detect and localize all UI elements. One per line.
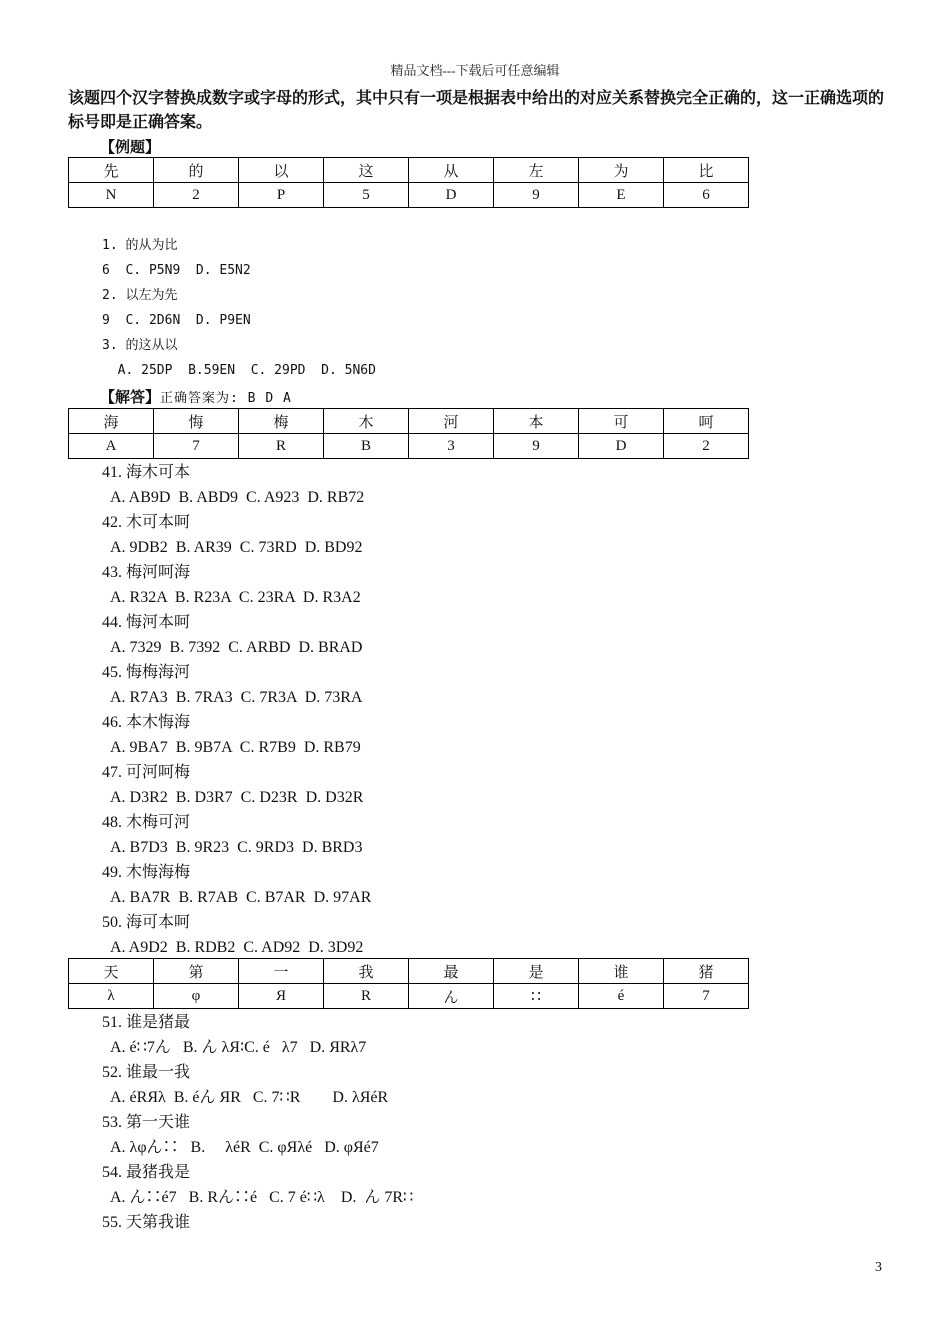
table-cell: 本: [494, 409, 579, 434]
question-options: A. 7329 B. 7392 C. ARBD D. BRAD: [110, 639, 363, 656]
question-text: 44. 悔河本呵: [102, 614, 191, 631]
question-options: A. ん∷é7 B. Rん∷é C. 7 é∷λ D. ん 7R∷: [110, 1189, 414, 1206]
mapping-table-1: [68, 408, 749, 459]
example-line: 1. 的从为比: [102, 238, 178, 253]
table-cell: 为: [579, 158, 664, 183]
question-text: 43. 梅河呵海: [102, 564, 191, 581]
table-cell: D: [409, 183, 494, 208]
example-table: [68, 157, 749, 208]
table-cell: 这: [324, 158, 409, 183]
table-cell: 7: [664, 984, 749, 1009]
table-cell: ∷: [494, 984, 579, 1009]
table-row: [69, 183, 749, 208]
question-options: A. 9DB2 B. AR39 C. 73RD D. BD92: [110, 539, 363, 556]
question-text: 41. 海木可本: [102, 464, 191, 481]
header-note: 精品文档---下载后可任意编辑: [390, 63, 560, 78]
question-text: 47. 可河呵梅: [102, 764, 191, 781]
table-cell: 木: [324, 409, 409, 434]
table-cell: 是: [494, 959, 579, 984]
table-cell: B: [324, 434, 409, 459]
table-cell: 梅: [239, 409, 324, 434]
example-line: A. 25DP B.59EN C. 29PD D. 5N6D: [102, 363, 376, 378]
example-line: 3. 的这从以: [102, 338, 178, 353]
table-cell: 一: [239, 959, 324, 984]
table-row: [69, 158, 749, 183]
question-text: 48. 木梅可河: [102, 814, 191, 831]
table-cell: 比: [664, 158, 749, 183]
question-text: 54. 最猪我是: [102, 1164, 191, 1181]
answer-line: [100, 386, 292, 407]
question-text: 55. 天第我谁: [102, 1214, 191, 1231]
table-cell: 左: [494, 158, 579, 183]
table-cell: R: [239, 434, 324, 459]
table-cell: 先: [69, 158, 154, 183]
question-options: A. λφん∷ B. λéR C. φЯλé D. φЯé7: [110, 1139, 379, 1156]
answer-text: 正确答案为: B D A: [160, 391, 292, 406]
question-options: A. éRЯλ B. éん ЯR C. 7∷R D. λЯéR: [110, 1089, 389, 1106]
table-cell: 3: [409, 434, 494, 459]
table-cell: P: [239, 183, 324, 208]
table-cell: 猪: [664, 959, 749, 984]
table-cell: 的: [154, 158, 239, 183]
question-options: A. R7A3 B. 7RA3 C. 7R3A D. 73RA: [110, 689, 363, 706]
example-line: 9 C. 2D6N D. P9EN: [102, 313, 251, 328]
question-options: A. A9D2 B. RDB2 C. AD92 D. 3D92: [110, 939, 364, 956]
example-line: 2. 以左为先: [102, 288, 178, 303]
table-row: [69, 434, 749, 459]
question-text: 51. 谁是猪最: [102, 1014, 191, 1031]
table-cell: 海: [69, 409, 154, 434]
table-cell: 9: [494, 183, 579, 208]
table-row: [69, 984, 749, 1009]
table-cell: E: [579, 183, 664, 208]
mapping-table-2: [68, 958, 749, 1009]
table-cell: 7: [154, 434, 239, 459]
table-cell: φ: [154, 984, 239, 1009]
table-cell: 河: [409, 409, 494, 434]
table-cell: 2: [664, 434, 749, 459]
question-list-2: [102, 1010, 413, 1235]
table-cell: 以: [239, 158, 324, 183]
intro-paragraph: 该题四个汉字替换成数字或字母的形式，其中只有一项是根据表中给出的对应关系替换完全正确的，这一正确选项的标号即是正确答案。: [68, 88, 885, 131]
table-cell: ん: [409, 984, 494, 1009]
answer-label: 【解答】: [100, 388, 161, 406]
question-options: A. AB9D B. ABD9 C. A923 D. RB72: [110, 489, 365, 506]
table-row: [69, 959, 749, 984]
question-list-1: [102, 460, 371, 960]
table-cell: 最: [409, 959, 494, 984]
example-title: 【例题】: [100, 138, 161, 156]
table-cell: 呵: [664, 409, 749, 434]
question-text: 50. 海可本呵: [102, 914, 191, 931]
question-text: 45. 悔梅海河: [102, 664, 191, 681]
table-cell: 可: [579, 409, 664, 434]
table-cell: N: [69, 183, 154, 208]
question-options: A. D3R2 B. D3R7 C. D23R D. D32R: [110, 789, 364, 806]
table-cell: 6: [664, 183, 749, 208]
question-text: 46. 本木悔海: [102, 714, 191, 731]
table-cell: λ: [69, 984, 154, 1009]
table-cell: 9: [494, 434, 579, 459]
page-number: 3: [875, 1260, 882, 1275]
table-cell: 第: [154, 959, 239, 984]
question-options: A. R32A B. R23A C. 23RA D. R3A2: [110, 589, 361, 606]
question-options: A. BA7R B. R7AB C. B7AR D. 97AR: [110, 889, 372, 906]
table-cell: 从: [409, 158, 494, 183]
question-text: 52. 谁最一我: [102, 1064, 191, 1081]
table-cell: 5: [324, 183, 409, 208]
question-text: 42. 木可本呵: [102, 514, 191, 531]
table-cell: R: [324, 984, 409, 1009]
example-lines: [102, 233, 376, 383]
table-cell: 悔: [154, 409, 239, 434]
table-cell: é: [579, 984, 664, 1009]
table-cell: 天: [69, 959, 154, 984]
question-options: A. é∷7ん B. ん λЯ∶C. é λ7 D. ЯRλ7: [110, 1039, 367, 1056]
example-line: 6 C. P5N9 D. E5N2: [102, 263, 251, 278]
question-options: A. B7D3 B. 9R23 C. 9RD3 D. BRD3: [110, 839, 363, 856]
table-cell: Я: [239, 984, 324, 1009]
question-options: A. 9BA7 B. 9B7A C. R7B9 D. RB79: [110, 739, 361, 756]
table-cell: D: [579, 434, 664, 459]
table-cell: 谁: [579, 959, 664, 984]
question-text: 53. 第一天谁: [102, 1114, 191, 1131]
question-text: 49. 木悔海梅: [102, 864, 191, 881]
table-cell: A: [69, 434, 154, 459]
table-row: [69, 409, 749, 434]
table-cell: 我: [324, 959, 409, 984]
table-cell: 2: [154, 183, 239, 208]
